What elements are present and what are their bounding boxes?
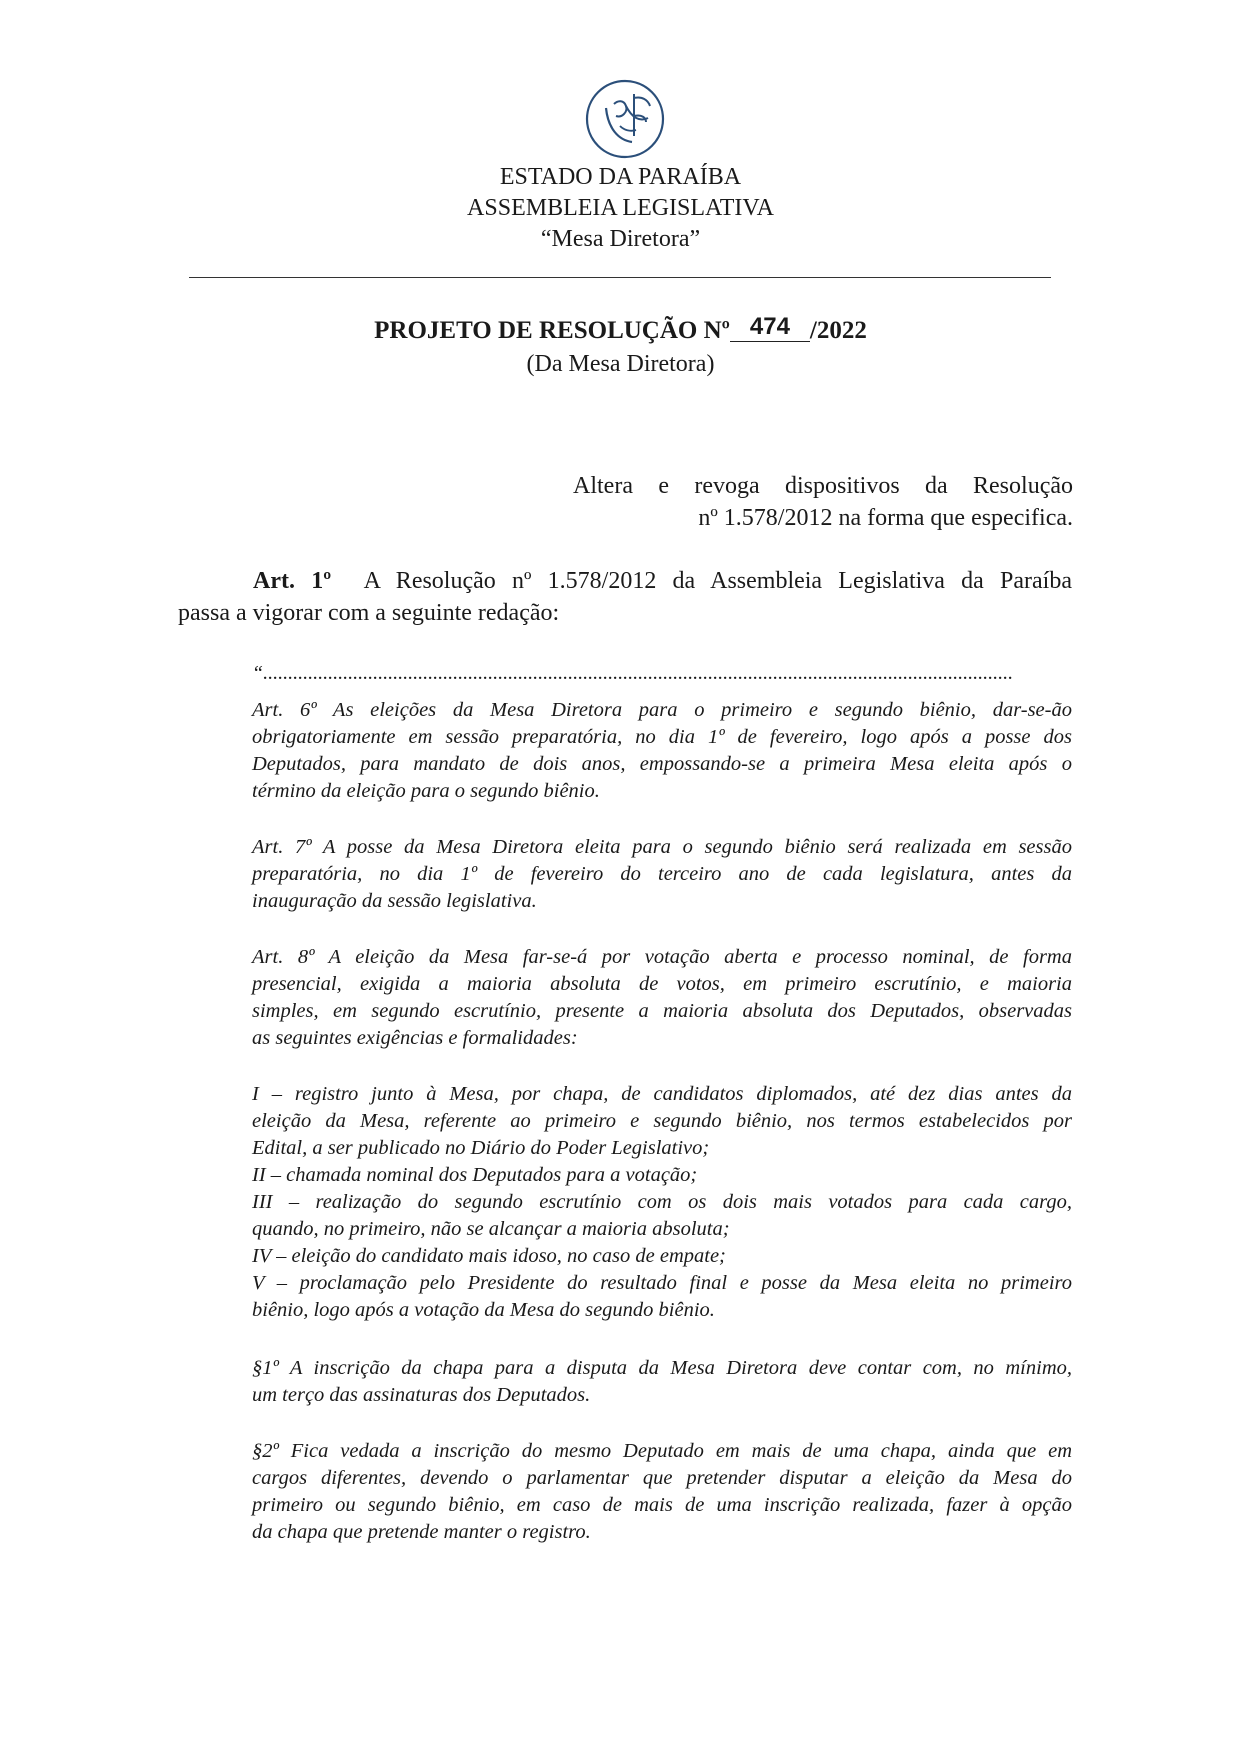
header-state-name: ESTADO DA PARAÍBA bbox=[499, 164, 742, 190]
article-1 bbox=[178, 565, 1072, 629]
inciso-line: I – registro junto à Mesa, por chapa, de candidatos diplomados, até dez dias antes da bbox=[252, 1083, 1072, 1105]
inciso-line: eleição da Mesa, referente ao primeiro e segundo biênio, nos termos estabelecidos por bbox=[252, 1110, 1072, 1132]
paragraph-line: Art. 7º A posse da Mesa Diretora eleita para o segundo biênio será realizada em sessão bbox=[252, 836, 1072, 858]
article-8-incisos bbox=[252, 1081, 1072, 1324]
paragraph-line: um terço das assinaturas dos Deputados. bbox=[252, 1384, 591, 1406]
quotation-opening-dots: “...................................................................................................................................................... bbox=[252, 662, 1014, 684]
paragraph-line: presencial, exigida a maioria absoluta de votos, em primeiro escrutínio, e maioria bbox=[252, 973, 1072, 995]
paragraph-line: cargos diferentes, devendo o parlamentar que pretender disputar a eleição da Mesa do bbox=[252, 1467, 1072, 1489]
paragraph-line: obrigatoriamente em sessão preparatória, no dia 1º de fevereiro, logo após a posse dos bbox=[252, 726, 1072, 748]
ementa bbox=[573, 470, 1073, 534]
paragraph-line: da chapa que pretende manter o registro. bbox=[252, 1521, 591, 1543]
paragraph-line: as seguintes exigências e formalidades: bbox=[252, 1027, 578, 1049]
paragraph-line: Art. 6º As eleições da Mesa Diretora para o primeiro e segundo biênio, dar-se-ão bbox=[252, 699, 1072, 721]
document-subtitle: (Da Mesa Diretora) bbox=[526, 351, 715, 377]
article-7 bbox=[252, 834, 1072, 915]
article-1-label: Art. 1º bbox=[253, 568, 332, 594]
inciso-line: II – chamada nominal dos Deputados para a votação; bbox=[252, 1164, 698, 1186]
header-assembly-name: ASSEMBLEIA LEGISLATIVA bbox=[467, 195, 774, 221]
header-board-name: “Mesa Diretora” bbox=[540, 226, 701, 252]
paragraph-1 bbox=[252, 1355, 1072, 1409]
paragraph-line: §1º A inscrição da chapa para a disputa da Mesa Diretora deve contar com, no mínimo, bbox=[252, 1357, 1072, 1379]
paragraph-line: simples, em segundo escrutínio, presente a maioria absoluta dos Deputados, observadas bbox=[252, 1000, 1072, 1022]
article-1-text: A Resolução nº 1.578/2012 da Assembleia Legislativa da Paraíba bbox=[363, 568, 1072, 594]
inciso-line: V – proclamação pelo Presidente do resultado final e posse da Mesa eleita no primeiro bbox=[252, 1272, 1072, 1294]
ementa-line: Altera e revoga dispositivos da Resolução bbox=[573, 473, 1073, 499]
document-title bbox=[0, 314, 1241, 348]
inciso-line: III – realização do segundo escrutínio com os dois mais votados para cada cargo, bbox=[252, 1191, 1072, 1213]
inciso-line: quando, no primeiro, não se alcançar a maioria absoluta; bbox=[252, 1218, 730, 1240]
paragraph-line: término da eleição para o segundo biênio. bbox=[252, 780, 600, 802]
paragraph-line: primeiro ou segundo biênio, em caso de mais de uma inscrição realizada, fazer à opção bbox=[252, 1494, 1072, 1516]
paragraph-line: preparatória, no dia 1º de fevereiro do terceiro ano de cada legislatura, antes da bbox=[252, 863, 1072, 885]
resolution-number: 474 bbox=[730, 313, 810, 342]
title-prefix: PROJETO DE RESOLUÇÃO Nº bbox=[374, 317, 730, 344]
paragraph-line: Art. 8º A eleição da Mesa far-se-á por votação aberta e processo nominal, de forma bbox=[252, 946, 1072, 968]
paragraph-line: Deputados, para mandato de dois anos, empossando-se a primeira Mesa eleita após o bbox=[252, 753, 1072, 775]
inciso-line: IV – eleição do candidato mais idoso, no caso de empate; bbox=[252, 1245, 726, 1267]
paragraph-2 bbox=[252, 1438, 1072, 1546]
inciso-line: biênio, logo após a votação da Mesa do segundo biênio. bbox=[252, 1299, 715, 1321]
paragraph-line: inauguração da sessão legislativa. bbox=[252, 890, 537, 912]
article-8 bbox=[252, 944, 1072, 1052]
header-divider bbox=[189, 277, 1051, 278]
paragraph-line: §2º Fica vedada a inscrição do mesmo Deputado em mais de uma chapa, ainda que em bbox=[252, 1440, 1072, 1462]
ementa-line: nº 1.578/2012 na forma que especifica. bbox=[698, 505, 1073, 531]
inciso-line: Edital, a ser publicado no Diário do Poder Legislativo; bbox=[252, 1137, 710, 1159]
article-1-text: passa a vigorar com a seguinte redação: bbox=[178, 600, 560, 626]
assembleia-legislativa-seal-icon bbox=[584, 78, 666, 160]
article-6 bbox=[252, 697, 1072, 805]
title-suffix: /2022 bbox=[809, 317, 867, 344]
